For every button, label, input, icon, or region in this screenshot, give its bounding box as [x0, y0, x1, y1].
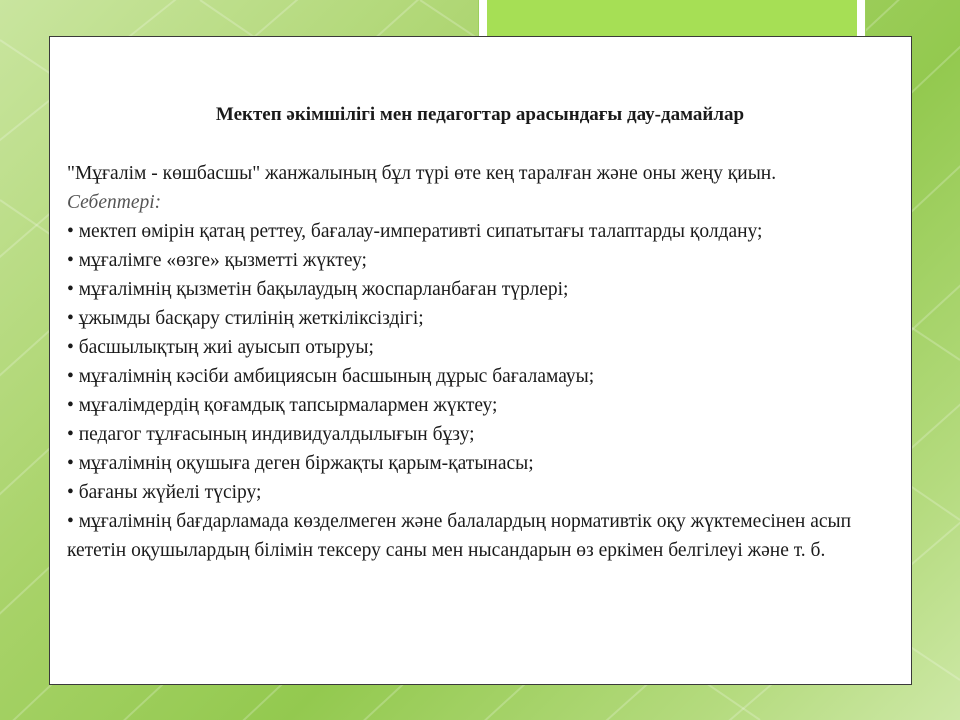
- list-item: [67, 478, 873, 507]
- list-item-text: педагог тұлғасының индивидуалдылығын бұзу;: [78, 424, 475, 445]
- list-item: [67, 333, 873, 362]
- list-item-text: мұғалімге «өзге» қызметті жүктеу;: [78, 250, 367, 271]
- bullet-symbol: •: [67, 511, 74, 532]
- reasons-label: Себептері:: [67, 192, 162, 213]
- slide-body: [67, 159, 873, 565]
- bullet-symbol: •: [67, 221, 74, 242]
- bullet-symbol: •: [67, 337, 74, 358]
- list-item-text: мұғалімдердің қоғамдық тапсырмалармен жүктеу;: [78, 395, 498, 416]
- list-item: [67, 507, 873, 565]
- bullet-symbol: •: [67, 395, 74, 416]
- list-item: [67, 449, 873, 478]
- bullet-symbol: •: [67, 482, 74, 503]
- reasons-list: [67, 217, 873, 565]
- list-item: [67, 391, 873, 420]
- list-item-text: басшылықтың жиі ауысып отыруы;: [78, 337, 374, 358]
- bullet-symbol: •: [67, 279, 74, 300]
- list-item-text: мұғалімнің кәсіби амбициясын басшының дұрыс бағаламауы;: [78, 366, 595, 387]
- bullet-symbol: •: [67, 453, 74, 474]
- list-item: [67, 217, 873, 246]
- list-item: [67, 420, 873, 449]
- list-item-text: мектеп өмірін қатаң реттеу, бағалау-императивті сипатытағы талаптарды қолдану;: [78, 221, 763, 242]
- list-item: [67, 275, 873, 304]
- list-item-text: мұғалімнің оқушыға деген біржақты қарым-қатынасы;: [78, 453, 534, 474]
- list-item: [67, 304, 873, 333]
- list-item: [67, 362, 873, 391]
- bullet-symbol: •: [67, 308, 74, 329]
- list-item: [67, 246, 873, 275]
- bullet-symbol: •: [67, 250, 74, 271]
- list-item-text: мұғалімнің бағдарламада көзделмеген және балалардың нормативтік оқу жүктемесінен асып кететін оқушылардың білімін тексеру саны мен нысандарын өз еркімен белгілеуі және т. б.: [67, 511, 852, 561]
- bullet-symbol: •: [67, 424, 74, 445]
- slide-title: Мектеп әкімшілігі мен педагогтар арасындағы дау-дамайлар: [215, 104, 745, 125]
- list-item-text: ұжымды басқару стилінің жеткіліксіздігі;: [78, 308, 424, 329]
- intro-paragraph: "Мұғалім - көшбасшы" жанжалының бұл түрі өте кең таралған және оны жеңу қиын.: [67, 163, 777, 184]
- list-item-text: мұғалімнің қызметін бақылаудың жоспарланбаған түрлері;: [78, 279, 569, 300]
- bullet-symbol: •: [67, 366, 74, 387]
- list-item-text: бағаны жүйелі түсіру;: [78, 482, 262, 503]
